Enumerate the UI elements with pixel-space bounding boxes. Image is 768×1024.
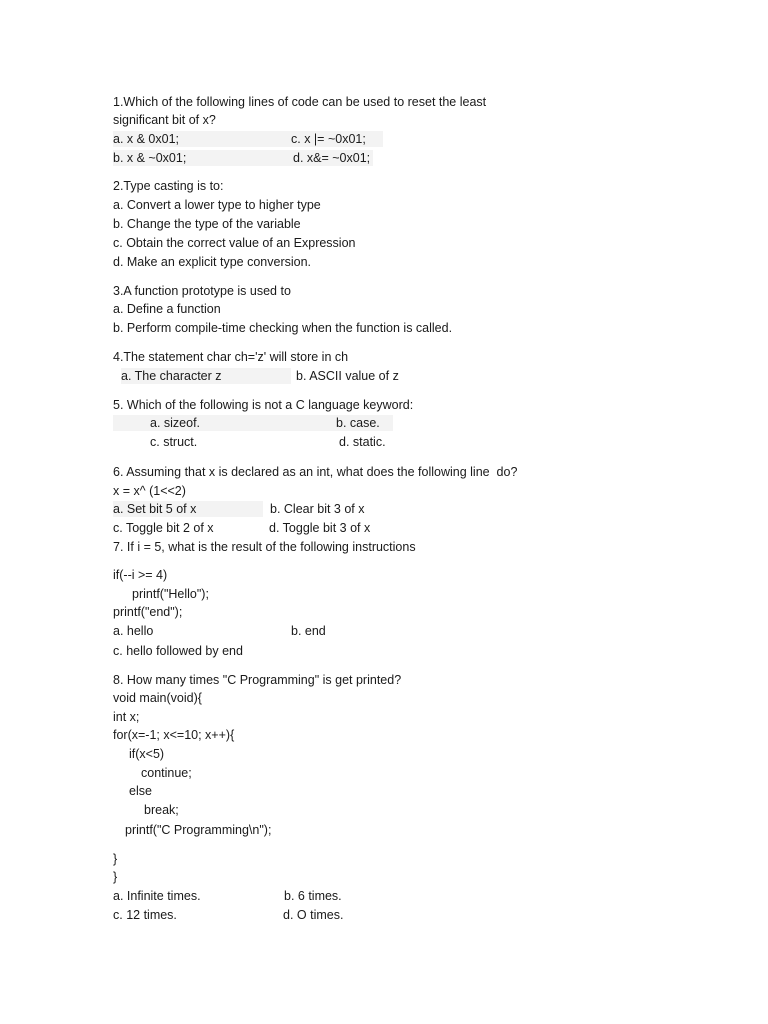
q1-option-d: d. x&= ~0x01; <box>293 151 371 165</box>
q2-option-a: a. Convert a lower type to higher type <box>113 198 321 212</box>
q8-code-line7: break; <box>144 803 179 817</box>
q6-option-b: b. Clear bit 3 of x <box>270 502 365 516</box>
q1-option-c: c. x |= ~0x01; <box>291 132 366 146</box>
q8-code-line1: void main(void){ <box>113 691 202 705</box>
q5-option-c: c. struct. <box>150 435 198 449</box>
q8-code-line9: } <box>113 852 118 866</box>
q5-option-b: b. case. <box>336 416 380 430</box>
q7-code-line2: printf("Hello"); <box>132 587 209 601</box>
q4-option-b: b. ASCII value of z <box>296 369 399 383</box>
q7-question: 7. If i = 5, what is the result of the following instructions <box>113 540 416 554</box>
q8-code-line2: int x; <box>113 710 140 724</box>
q8-code-line5: continue; <box>141 766 192 780</box>
q2-question: 2.Type casting is to: <box>113 179 224 193</box>
q7-option-a: a. hello <box>113 624 154 638</box>
q4-question: 4.The statement char ch='z' will store in ch <box>113 350 349 364</box>
q8-code-line6: else <box>129 784 152 798</box>
q5-question: 5. Which of the following is not a C language keyword: <box>113 398 414 412</box>
q6-option-a: a. Set bit 5 of x <box>113 501 263 517</box>
q4-option-a: a. The character z <box>121 368 291 384</box>
q6-question: 6. Assuming that x is declared as an int, what does the following line do? <box>113 465 518 479</box>
q6-option-d: d. Toggle bit 3 of x <box>269 521 371 535</box>
q2-option-d: d. Make an explicit type conversion. <box>113 255 312 269</box>
q7-code-line3: printf("end"); <box>113 605 183 619</box>
q8-code-line4: if(x<5) <box>129 747 165 761</box>
q1-option-a: a. x & 0x01; <box>113 131 383 147</box>
q1-option-b: b. x & ~0x01; <box>113 150 373 166</box>
q8-option-d: d. O times. <box>283 908 344 922</box>
q2-option-b: b. Change the type of the variable <box>113 217 301 231</box>
q1-question-line2: significant bit of x? <box>113 113 216 127</box>
q8-question: 8. How many times "C Programming" is get printed? <box>113 673 402 687</box>
q2-option-c: c. Obtain the correct value of an Expression <box>113 236 356 250</box>
q3-option-a: a. Define a function <box>113 302 221 316</box>
q5-option-d: d. static. <box>339 435 386 449</box>
q8-code-line3: for(x=-1; x<=10; x++){ <box>113 728 235 742</box>
q7-option-b: b. end <box>291 624 326 638</box>
q8-option-a: a. Infinite times. <box>113 889 201 903</box>
q7-code-line1: if(--i >= 4) <box>113 568 168 582</box>
q8-option-b: b. 6 times. <box>284 889 342 903</box>
q1-question-line1: 1.Which of the following lines of code can be used to reset the least <box>113 95 487 109</box>
q8-option-c: c. 12 times. <box>113 908 177 922</box>
q5-option-a: a. sizeof. <box>113 415 393 431</box>
q8-code-line8: printf("C Programming\n"); <box>125 823 272 837</box>
q3-option-b: b. Perform compile-time checking when the function is called. <box>113 321 453 335</box>
q6-option-c: c. Toggle bit 2 of x <box>113 521 214 535</box>
q3-question: 3.A function prototype is used to <box>113 284 291 298</box>
q8-code-line10: } <box>113 870 118 884</box>
q7-option-c: c. hello followed by end <box>113 644 243 658</box>
q6-code: x = x^ (1<<2) <box>113 484 186 498</box>
